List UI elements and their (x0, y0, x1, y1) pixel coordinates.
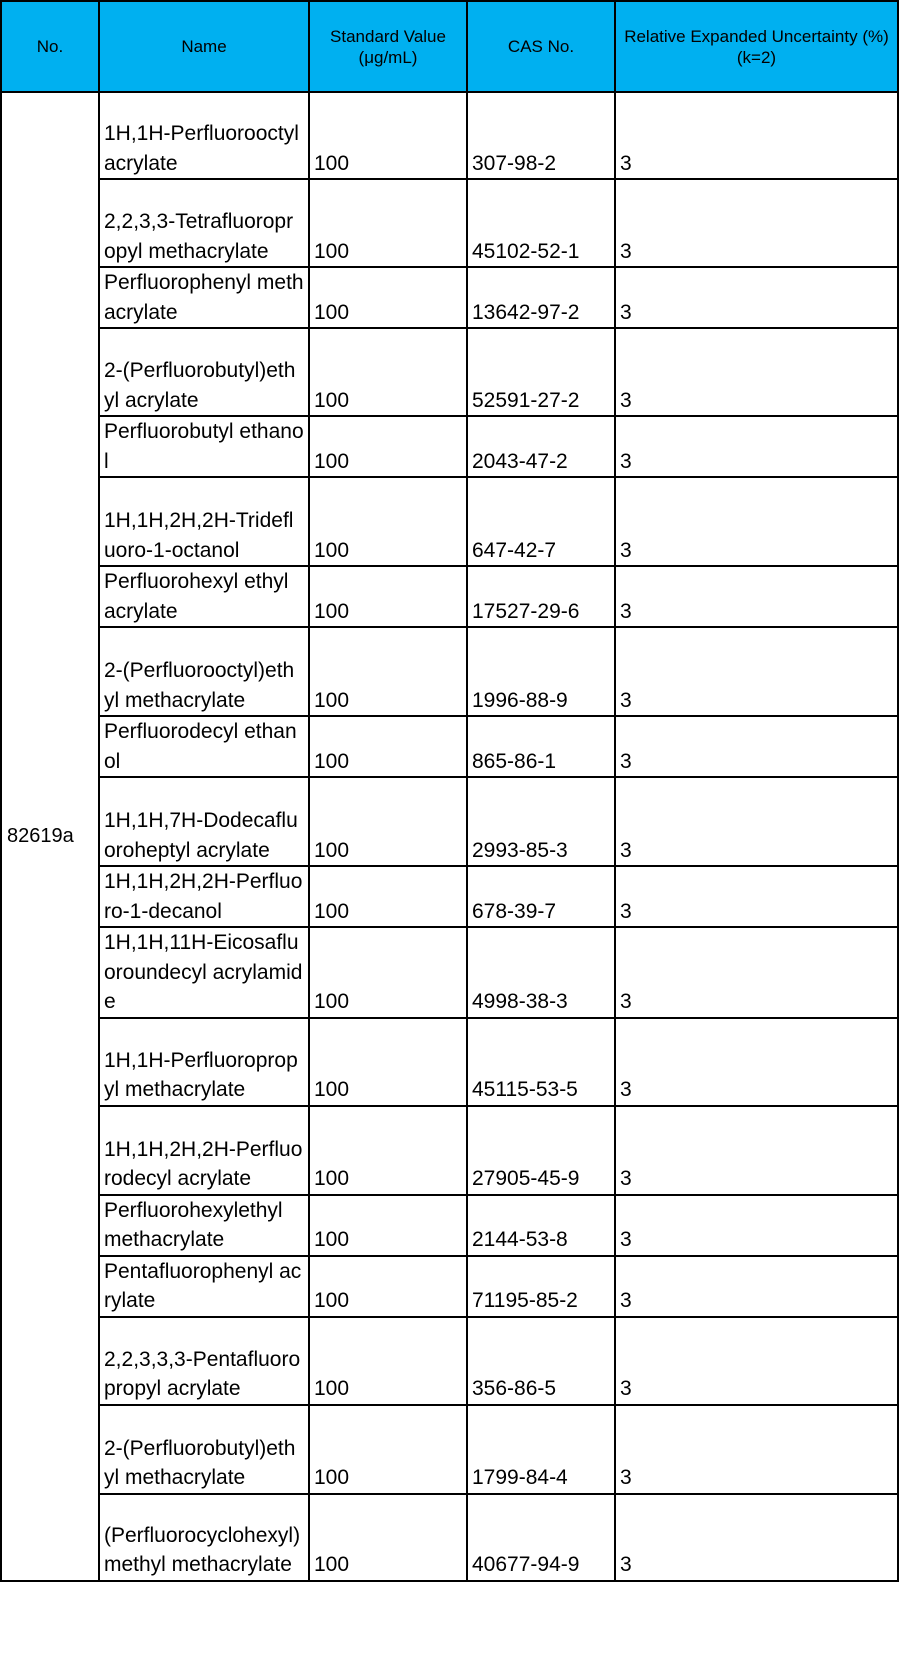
uncertainty-cell: 3 (615, 1494, 898, 1581)
uncertainty-cell: 3 (615, 927, 898, 1018)
cas-number-cell: 647-42-7 (467, 477, 615, 566)
table-header (1, 1, 898, 92)
cas-number-cell: 307-98-2 (467, 92, 615, 179)
uncertainty-cell: 3 (615, 1405, 898, 1494)
standard-value-cell: 100 (309, 1106, 467, 1195)
name-cell: Perfluorohexylethyl methacrylate (99, 1195, 309, 1256)
name-cell: 1H,1H,7H-Dodecafluoroheptyl acrylate (99, 777, 309, 866)
uncertainty-cell: 3 (615, 328, 898, 416)
uncertainty-cell: 3 (615, 477, 898, 566)
name-cell: 1H,1H,2H,2H-Perfluorodecyl acrylate (99, 1106, 309, 1195)
cas-number-cell: 356-86-5 (467, 1317, 615, 1405)
uncertainty-cell: 3 (615, 1317, 898, 1405)
name-cell: 2,2,3,3-Tetrafluoropropyl methacrylate (99, 179, 309, 267)
name-cell: 1H,1H,2H,2H-Tridefluoro-1-octanol (99, 477, 309, 566)
name-cell: 1H,1H-Perfluoropropyl methacrylate (99, 1018, 309, 1106)
table-body (1, 92, 898, 1581)
standard-value-cell: 100 (309, 1494, 467, 1581)
header-standard-value: Standard Value (μg/mL) (309, 1, 467, 92)
table-row (1, 328, 898, 416)
standard-value-cell: 100 (309, 416, 467, 477)
name-cell: Perfluorodecyl ethanol (99, 716, 309, 777)
uncertainty-cell: 3 (615, 627, 898, 716)
header-name: Name (99, 1, 309, 92)
standard-value-cell: 100 (309, 92, 467, 179)
standard-value-cell: 100 (309, 179, 467, 267)
table-row (1, 1018, 898, 1106)
table-row (1, 566, 898, 627)
uncertainty-cell: 3 (615, 1195, 898, 1256)
standard-value-cell: 100 (309, 777, 467, 866)
cas-number-cell: 52591-27-2 (467, 328, 615, 416)
cas-number-cell: 678-39-7 (467, 866, 615, 927)
name-cell: Pentafluorophenyl acrylate (99, 1256, 309, 1317)
uncertainty-cell: 3 (615, 416, 898, 477)
table-row (1, 1256, 898, 1317)
uncertainty-cell: 3 (615, 179, 898, 267)
cas-number-cell: 71195-85-2 (467, 1256, 615, 1317)
cas-number-cell: 40677-94-9 (467, 1494, 615, 1581)
cas-number-cell: 865-86-1 (467, 716, 615, 777)
uncertainty-cell: 3 (615, 1106, 898, 1195)
standard-value-cell: 100 (309, 1405, 467, 1494)
table-row (1, 477, 898, 566)
uncertainty-cell: 3 (615, 777, 898, 866)
uncertainty-cell: 3 (615, 866, 898, 927)
table-row (1, 179, 898, 267)
table-row (1, 1317, 898, 1405)
product-number-cell: 82619a (1, 92, 99, 1581)
header-no: No. (1, 1, 99, 92)
cas-number-cell: 17527-29-6 (467, 566, 615, 627)
uncertainty-cell: 3 (615, 716, 898, 777)
cas-number-cell: 2144-53-8 (467, 1195, 615, 1256)
standard-value-cell: 100 (309, 927, 467, 1018)
uncertainty-cell: 3 (615, 1018, 898, 1106)
name-cell: (Perfluorocyclohexyl)methyl methacrylate (99, 1494, 309, 1581)
name-cell: Perfluorohexyl ethyl acrylate (99, 566, 309, 627)
header-row (1, 1, 898, 92)
table-row (1, 927, 898, 1018)
cas-number-cell: 4998-38-3 (467, 927, 615, 1018)
header-cas-no: CAS No. (467, 1, 615, 92)
standard-value-cell: 100 (309, 1018, 467, 1106)
cas-number-cell: 2043-47-2 (467, 416, 615, 477)
table-row (1, 1106, 898, 1195)
table-row (1, 716, 898, 777)
name-cell: 2,2,3,3,3-Pentafluoropropyl acrylate (99, 1317, 309, 1405)
standard-value-cell: 100 (309, 328, 467, 416)
standard-value-cell: 100 (309, 1317, 467, 1405)
name-cell: 1H,1H-Perfluorooctyl acrylate (99, 92, 309, 179)
uncertainty-cell: 3 (615, 92, 898, 179)
cas-number-cell: 13642-97-2 (467, 267, 615, 328)
table-row (1, 1195, 898, 1256)
table-row (1, 1494, 898, 1581)
standard-value-cell: 100 (309, 477, 467, 566)
uncertainty-cell: 3 (615, 1256, 898, 1317)
table-row (1, 866, 898, 927)
table-row (1, 627, 898, 716)
standard-value-cell: 100 (309, 1256, 467, 1317)
standard-value-cell: 100 (309, 267, 467, 328)
name-cell: 2-(Perfluorooctyl)ethyl methacrylate (99, 627, 309, 716)
cas-number-cell: 2993-85-3 (467, 777, 615, 866)
cas-number-cell: 45115-53-5 (467, 1018, 615, 1106)
standard-value-cell: 100 (309, 716, 467, 777)
table-row (1, 1405, 898, 1494)
name-cell: 2-(Perfluorobutyl)ethyl acrylate (99, 328, 309, 416)
uncertainty-cell: 3 (615, 267, 898, 328)
standard-value-cell: 100 (309, 566, 467, 627)
cas-number-cell: 1799-84-4 (467, 1405, 615, 1494)
cas-number-cell: 27905-45-9 (467, 1106, 615, 1195)
table-row (1, 267, 898, 328)
header-uncertainty: Relative Expanded Uncertainty (%) (k=2) (615, 1, 898, 92)
standard-value-cell: 100 (309, 866, 467, 927)
table-row (1, 416, 898, 477)
cas-number-cell: 1996-88-9 (467, 627, 615, 716)
standard-value-cell: 100 (309, 1195, 467, 1256)
cas-number-cell: 45102-52-1 (467, 179, 615, 267)
name-cell: Perfluorophenyl methacrylate (99, 267, 309, 328)
table-row (1, 777, 898, 866)
name-cell: 1H,1H,11H-Eicosafluoroundecyl acrylamide (99, 927, 309, 1018)
name-cell: 2-(Perfluorobutyl)ethyl methacrylate (99, 1405, 309, 1494)
standard-value-cell: 100 (309, 627, 467, 716)
name-cell: 1H,1H,2H,2H-Perfluoro-1-decanol (99, 866, 309, 927)
name-cell: Perfluorobutyl ethanol (99, 416, 309, 477)
uncertainty-cell: 3 (615, 566, 898, 627)
table-row (1, 92, 898, 179)
